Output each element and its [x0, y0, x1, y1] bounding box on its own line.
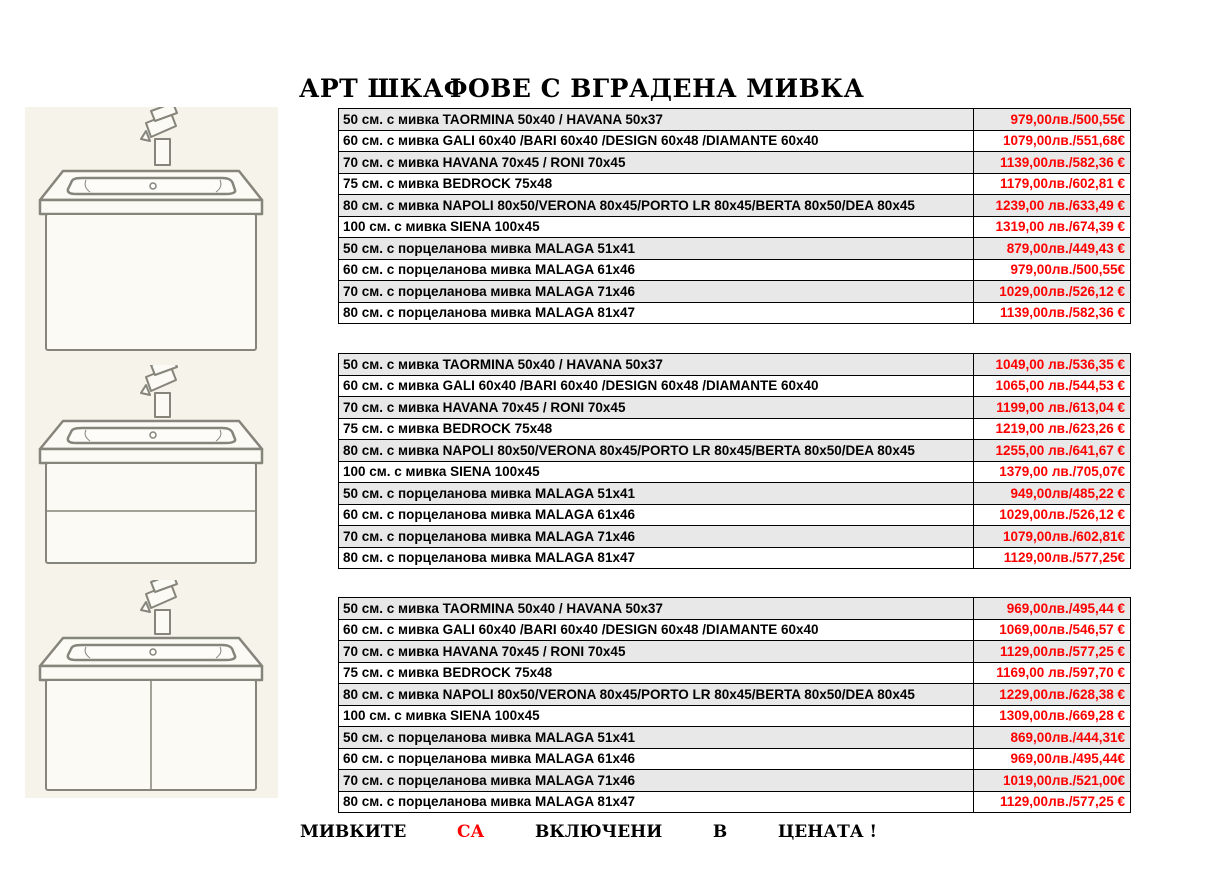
- table-row: [339, 130, 1131, 152]
- faucet-icon: [141, 580, 177, 634]
- product-price: 1129,00лв./577,25 €: [974, 791, 1131, 813]
- product-price: 949,00лв/485,22 €: [974, 483, 1131, 505]
- sink-counter: [40, 421, 262, 463]
- table-row: [339, 504, 1131, 526]
- product-description: 50 см. с мивка TAORMINA 50x40 / HAVANA 50x37: [339, 354, 974, 376]
- table-row: [339, 238, 1131, 260]
- product-price: 1239,00 лв./633,49 €: [974, 195, 1131, 217]
- table-row: [339, 152, 1131, 174]
- product-description: 70 см. с мивка HAVANA 70x45 / RONI 70x45: [339, 397, 974, 419]
- table-row: [339, 619, 1131, 641]
- footer-word: ВКЛЮЧЕНИ: [534, 822, 663, 842]
- sink-counter: [40, 638, 262, 680]
- product-price: 1069,00лв./546,57 €: [974, 619, 1131, 641]
- product-price: 979,00лв./500,55€: [974, 109, 1131, 131]
- product-description: 80 см. с мивка NAPOLI 80x50/VERONA 80x45/PORTO LR 80x45/BERTA 80x50/DEA 80x45: [339, 195, 974, 217]
- product-price: 1199,00 лв./613,04 €: [974, 397, 1131, 419]
- product-description: 80 см. с порцеланова мивка MALAGA 81x47: [339, 302, 974, 324]
- product-description: 80 см. с порцеланова мивка MALAGA 81x47: [339, 791, 974, 813]
- product-description: 75 см. с мивка BEDROCK 75x48: [339, 173, 974, 195]
- table-row: [339, 109, 1131, 131]
- price-table-variant-3: [338, 597, 1131, 813]
- footer-note: [300, 822, 877, 842]
- product-description: 80 см. с мивка NAPOLI 80x50/VERONA 80x45/PORTO LR 80x45/BERTA 80x50/DEA 80x45: [339, 440, 974, 462]
- product-description: 60 см. с порцеланова мивка MALAGA 61x46: [339, 259, 974, 281]
- product-description: 100 см. с мивка SIENA 100x45: [339, 461, 974, 483]
- table-row: [339, 354, 1131, 376]
- product-description: 70 см. с порцеланова мивка MALAGA 71x46: [339, 770, 974, 792]
- table-row: [339, 397, 1131, 419]
- product-description: 70 см. с порцеланова мивка MALAGA 71x46: [339, 281, 974, 303]
- product-description: 80 см. с порцеланова мивка MALAGA 81x47: [339, 547, 974, 569]
- product-price: 1255,00 лв./641,67 €: [974, 440, 1131, 462]
- table-row: [339, 547, 1131, 569]
- product-price: 1179,00лв./602,81 €: [974, 173, 1131, 195]
- product-price: 1379,00 лв./705,07€: [974, 461, 1131, 483]
- footer-word: ЦЕНАТА !: [777, 822, 877, 842]
- product-description: 100 см. с мивка SIENA 100x45: [339, 216, 974, 238]
- product-description: 50 см. с мивка TAORMINA 50x40 / HAVANA 50x37: [339, 598, 974, 620]
- product-price: 869,00лв./444,31€: [974, 727, 1131, 749]
- table-row: [339, 662, 1131, 684]
- table-row: [339, 375, 1131, 397]
- product-description: 60 см. с мивка GALI 60x40 /BARI 60x40 /DESIGN 60x48 /DIAMANTE 60x40: [339, 375, 974, 397]
- table-row: [339, 526, 1131, 548]
- vanity-cabinet-two-doors-image: [25, 580, 278, 795]
- table-row: [339, 684, 1131, 706]
- product-price: 1029,00лв./526,12 €: [974, 281, 1131, 303]
- product-price: 1219,00 лв./623,26 €: [974, 418, 1131, 440]
- product-description: 50 см. с мивка TAORMINA 50x40 / HAVANA 50x37: [339, 109, 974, 131]
- product-price: 1129,00лв./577,25 €: [974, 641, 1131, 663]
- table-row: [339, 598, 1131, 620]
- sink-counter: [40, 171, 262, 214]
- product-price: 879,00лв./449,43 €: [974, 238, 1131, 260]
- cabinet-body: [46, 680, 256, 790]
- table-row: [339, 727, 1131, 749]
- table-row: [339, 259, 1131, 281]
- product-price: 1139,00лв./582,36 €: [974, 302, 1131, 324]
- vanity-cabinet-two-drawers-image: [25, 365, 278, 570]
- product-description: 100 см. с мивка SIENA 100x45: [339, 705, 974, 727]
- product-price: 1079,00лв./602,81€: [974, 526, 1131, 548]
- product-description: 60 см. с порцеланова мивка MALAGA 61x46: [339, 504, 974, 526]
- cabinet-body: [46, 214, 256, 350]
- product-description: 75 см. с мивка BEDROCK 75x48: [339, 418, 974, 440]
- table-row: [339, 770, 1131, 792]
- vanity-cabinet-single-door-image: [25, 107, 278, 352]
- product-description: 70 см. с мивка HAVANA 70x45 / RONI 70x45: [339, 641, 974, 663]
- faucet-icon: [141, 365, 177, 417]
- footer-word-highlight: СА: [456, 822, 485, 842]
- product-price: 979,00лв./500,55€: [974, 259, 1131, 281]
- product-description: 70 см. с мивка HAVANA 70x45 / RONI 70x45: [339, 152, 974, 174]
- table-row: [339, 216, 1131, 238]
- product-price: 969,00лв./495,44 €: [974, 598, 1131, 620]
- product-price: 1079,00лв./551,68€: [974, 130, 1131, 152]
- product-price: 1139,00лв./582,36 €: [974, 152, 1131, 174]
- price-table-variant-1: [338, 108, 1131, 324]
- table-row: [339, 791, 1131, 813]
- product-description: 50 см. с порцеланова мивка MALAGA 51x41: [339, 238, 974, 260]
- table-row: [339, 418, 1131, 440]
- footer-word: В: [712, 822, 728, 842]
- product-description: 80 см. с мивка NAPOLI 80x50/VERONA 80x45/PORTO LR 80x45/BERTA 80x50/DEA 80x45: [339, 684, 974, 706]
- table-row: [339, 173, 1131, 195]
- product-price: 1129,00лв./577,25€: [974, 547, 1131, 569]
- table-row: [339, 440, 1131, 462]
- product-description: 60 см. с мивка GALI 60x40 /BARI 60x40 /DESIGN 60x48 /DIAMANTE 60x40: [339, 130, 974, 152]
- product-description: 50 см. с порцеланова мивка MALAGA 51x41: [339, 727, 974, 749]
- product-description: 60 см. с порцеланова мивка MALAGA 61x46: [339, 748, 974, 770]
- cabinet-body: [46, 463, 256, 563]
- table-row: [339, 195, 1131, 217]
- page-title: АРТ ШКАФОВЕ С ВГРАДЕНА МИВКА: [299, 74, 865, 103]
- price-table-variant-2: [338, 353, 1131, 569]
- product-price: 1169,00 лв./597,70 €: [974, 662, 1131, 684]
- table-row: [339, 461, 1131, 483]
- table-row: [339, 748, 1131, 770]
- product-price: 969,00лв./495,44€: [974, 748, 1131, 770]
- faucet-icon: [141, 107, 177, 165]
- product-images-panel: [25, 107, 278, 798]
- footer-word: МИВКИТЕ: [300, 822, 407, 842]
- table-row: [339, 705, 1131, 727]
- product-price: 1019,00лв./521,00€: [974, 770, 1131, 792]
- table-row: [339, 641, 1131, 663]
- table-row: [339, 302, 1131, 324]
- table-row: [339, 281, 1131, 303]
- product-price: 1229,00лв./628,38 €: [974, 684, 1131, 706]
- product-description: 50 см. с порцеланова мивка MALAGA 51x41: [339, 483, 974, 505]
- product-price: 1319,00 лв./674,39 €: [974, 216, 1131, 238]
- product-price: 1029,00лв./526,12 €: [974, 504, 1131, 526]
- product-price: 1049,00 лв./536,35 €: [974, 354, 1131, 376]
- product-price: 1309,00лв./669,28 €: [974, 705, 1131, 727]
- table-row: [339, 483, 1131, 505]
- product-description: 70 см. с порцеланова мивка MALAGA 71x46: [339, 526, 974, 548]
- product-description: 60 см. с мивка GALI 60x40 /BARI 60x40 /DESIGN 60x48 /DIAMANTE 60x40: [339, 619, 974, 641]
- product-price: 1065,00 лв./544,53 €: [974, 375, 1131, 397]
- product-description: 75 см. с мивка BEDROCK 75x48: [339, 662, 974, 684]
